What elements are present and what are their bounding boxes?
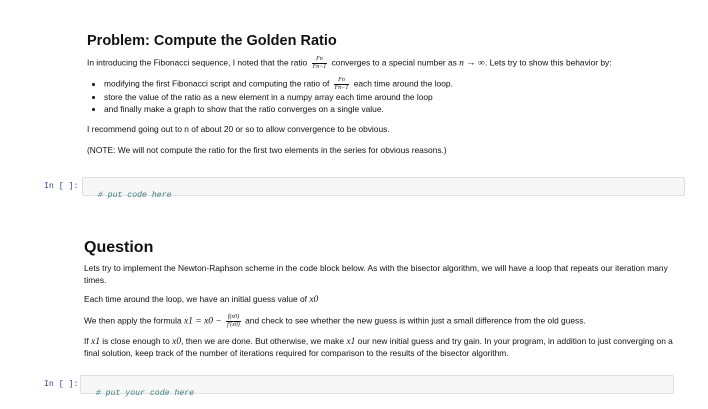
markdown-cell-golden-ratio[interactable] — [87, 33, 667, 156]
code-comment: # put code here — [97, 191, 172, 200]
input-prompt: In [ ]: — [44, 380, 79, 389]
intro-paragraph: In introducing the Fibonacci sequence, I noted that the ratio $\frac{Fn}{Fn-1}$ converges to a special number as n → ∞. Lets try to show this behavior by: — [87, 56, 612, 70]
heading-golden-ratio: Problem: Compute the Golden Ratio — [87, 33, 337, 49]
code-comment: # put your code here — [95, 389, 195, 398]
paragraph: Lets try to implement the Newton-Raphson scheme in the code block below. As with the bisector algorithm, we will have a loop that repeats our iteration many times. — [84, 263, 668, 285]
ratio-fraction: $\frac{Fn}{Fn-1}$ — [312, 56, 327, 70]
heading-question: Question — [84, 239, 154, 256]
code-cell-input[interactable] — [82, 177, 685, 200]
ratio-fraction: $\frac{Fn}{Fn-1}$ — [334, 77, 349, 91]
paragraph: We then apply the formula x1 = x0 − $\frac{f(x0)}{f'(x0)}$ and check to see whether the new guess is within just a small difference from the old guess. — [84, 313, 586, 328]
input-prompt: In [ ]: — [44, 182, 79, 191]
code-cell-input[interactable] — [80, 375, 674, 398]
list-item: • modifying the first Fibonacci script and computing the ratio of $\frac{Fn}{Fn-1}$ each time around the loop. — [104, 77, 667, 92]
paragraph: (NOTE: We will not compute the ratio for the first two elements in the series for obvious reasons.) — [87, 144, 447, 155]
list-item: • store the value of the ratio as a new element in a numpy array each time around the loop — [104, 92, 667, 104]
task-list — [87, 77, 667, 115]
paragraph: Each time around the loop, we have an initial guess value of x0 — [84, 294, 319, 305]
paragraph: If x1 is close enough to x0, then we are done. But otherwise, we make x1 our new initial guess and try gain. In your program, in addition to just converging on a final solution, keep track of the number of iterations required for comparison to the results of the bisector algorithm. — [84, 335, 673, 358]
markdown-cell-newton-raphson[interactable] — [84, 238, 674, 360]
newton-fraction: $\frac{f(x0)}{f'(x0)}$ — [227, 313, 240, 328]
paragraph: I recommend going out to n of about 20 or so to allow convergence to be obvious. — [87, 124, 390, 134]
list-item: • and finally make a graph to show that the ratio converges on a single value. — [104, 104, 667, 116]
